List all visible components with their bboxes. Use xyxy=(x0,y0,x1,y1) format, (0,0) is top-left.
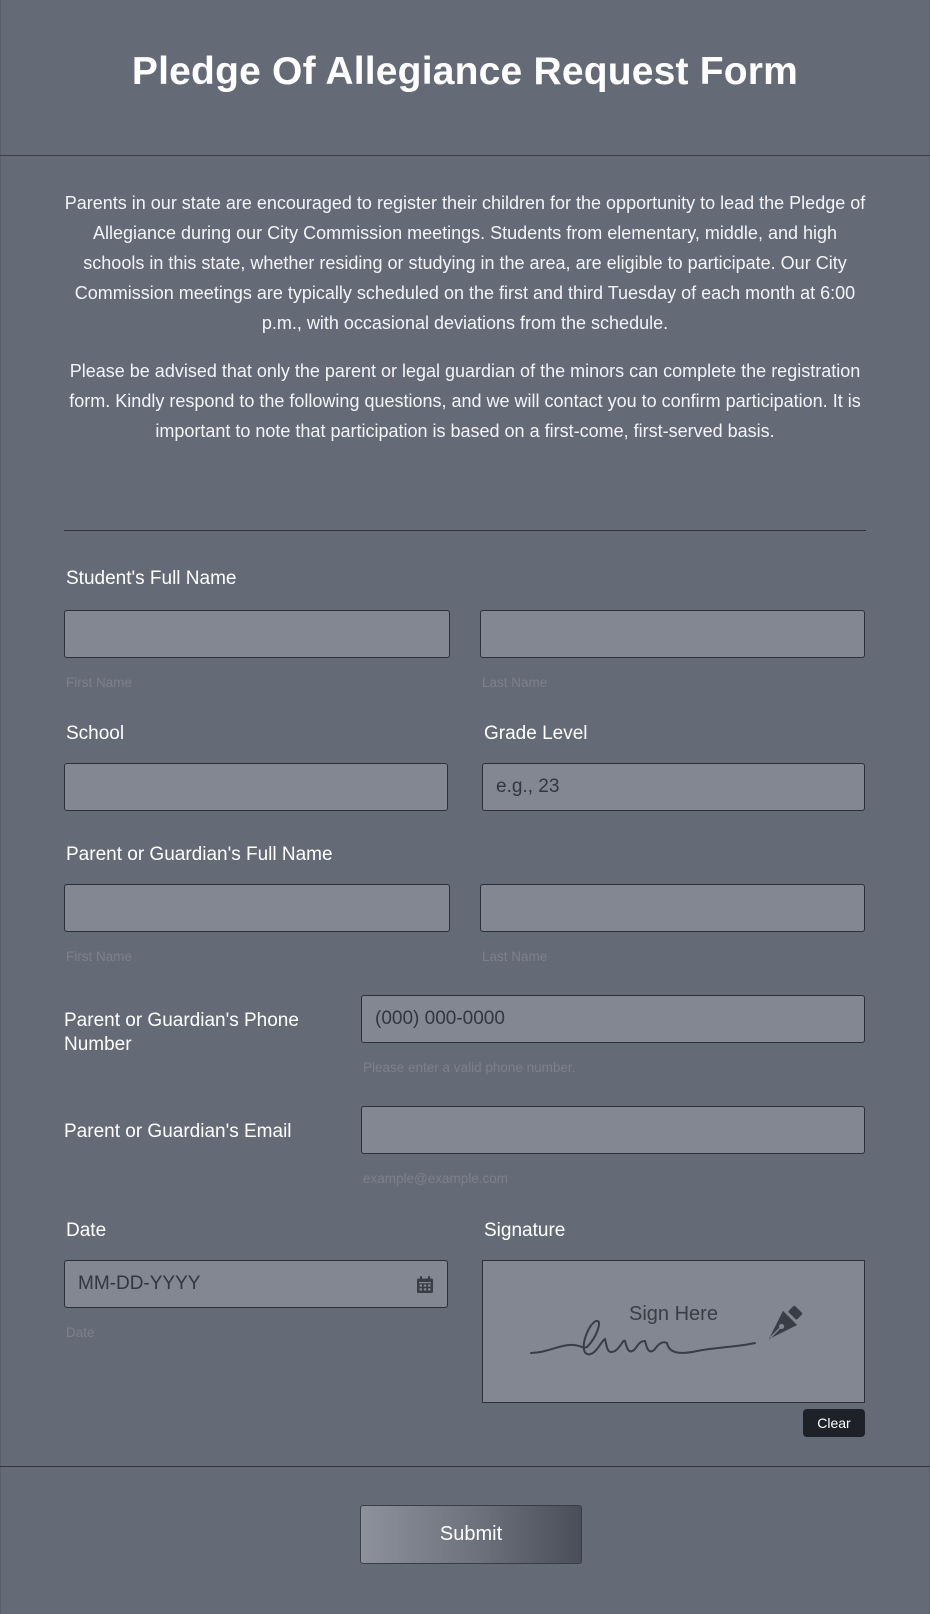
phone-input[interactable]: (000) 000-0000 xyxy=(361,995,865,1043)
student-last-name-input[interactable] xyxy=(480,610,865,658)
form-header xyxy=(0,0,930,156)
student-first-name-sublabel: First Name xyxy=(66,675,133,690)
school-input[interactable] xyxy=(64,763,448,811)
footer-divider xyxy=(0,1466,930,1467)
school-label: School xyxy=(66,723,125,744)
clear-signature-button[interactable]: Clear xyxy=(803,1409,865,1437)
intro-paragraph-2: Please be advised that only the parent or legal guardian of the minors can complete the registration form. Kindly respond to the following questions, and we will contact you to confirm participation. It is important to note that participation is based on a first-come, first-served basis. xyxy=(69,361,861,441)
guardian-last-name-sublabel: Last Name xyxy=(482,949,548,964)
date-input[interactable] xyxy=(64,1260,448,1308)
calendar-icon[interactable] xyxy=(415,1275,435,1295)
phone-sublabel: Please enter a valid phone number. xyxy=(363,1060,576,1075)
email-input[interactable] xyxy=(361,1106,865,1154)
guardian-last-name-input[interactable] xyxy=(480,884,865,932)
student-last-name-sublabel: Last Name xyxy=(482,675,548,690)
section-divider xyxy=(64,530,866,531)
student-name-label: Student's Full Name xyxy=(66,568,237,589)
date-label: Date xyxy=(66,1220,107,1241)
pen-nib-icon xyxy=(759,1301,807,1349)
form-intro xyxy=(62,188,868,464)
submit-button[interactable]: Submit xyxy=(360,1505,582,1564)
signature-pad[interactable] xyxy=(482,1260,865,1403)
phone-label: Parent or Guardian's Phone Number xyxy=(64,1010,299,1055)
student-first-name-input[interactable] xyxy=(64,610,450,658)
date-placeholder: MM-DD-YYYY xyxy=(78,1273,201,1294)
guardian-first-name-input[interactable] xyxy=(64,884,450,932)
grade-level-label: Grade Level xyxy=(484,723,588,744)
guardian-name-label: Parent or Guardian's Full Name xyxy=(66,844,333,865)
signature-scribble-icon xyxy=(483,1261,866,1404)
signature-label: Signature xyxy=(484,1220,566,1241)
date-sublabel: Date xyxy=(66,1325,95,1340)
grade-level-input[interactable]: e.g., 23 xyxy=(482,763,865,811)
guardian-first-name-sublabel: First Name xyxy=(66,949,133,964)
signature-prompt: Sign Here xyxy=(629,1303,718,1325)
email-sublabel: example@example.com xyxy=(363,1171,509,1186)
intro-paragraph-1: Parents in our state are encouraged to register their children for the opportunity to lead the Pledge of Allegiance during our City Commission meetings. Students from elementary, middle, and high schools in this state, whether residing or studying in the area, are eligible to participate. Our City Commission meetings are typically scheduled on the first and third Tuesday of each month at 6:00 p.m., with occasional deviations from the schedule. xyxy=(64,193,866,333)
email-label: Parent or Guardian's Email xyxy=(64,1121,292,1142)
form-title: Pledge Of Allegiance Request Form xyxy=(131,50,799,93)
